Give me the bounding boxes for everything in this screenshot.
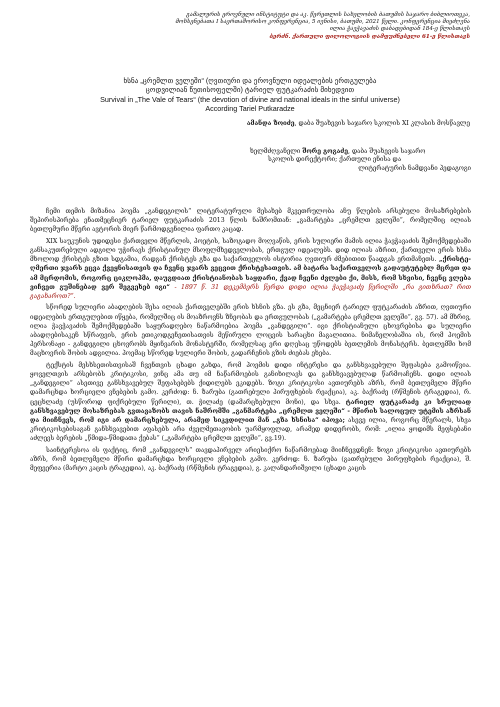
title-georgian-line-1: ხსნა „ცრემლთ ველეში“ (ღვთიური და ეროვნული იდეალების ერთგულება bbox=[123, 76, 377, 85]
conference-header bbox=[40, 12, 470, 41]
paragraph-4-intro: ტექსტის მესხსეთისთვისაშ ჩვენთვის ცხადი გახდა, რომ პოემის დიდი ინტერესი და განსხვავებული შეფასება გამოიწვია. ყოველთვის არსებობს კრიტიკოსი, ვინც ამა თუ იმ ნაწარმოების განიხილავს და განსხვავებულად წარმოაჩენს. დიდი ილიას „განდეგილი“ ასეთივე განსხვავებულ შეფასებებს ქიდილებს ეკიდებს. ზოგი კრიტიკოსი ავთიურებს აზრს, რომ ბეთლემელი მწერი დამარცხდა ხორციელი ვნებების გამო. კერძოდ: ნ. ზარუბა (გათრებული პირუფხების რეაქცია), აკ. ბაქრაძე (რწმენის ტრაგედია), რ. ცეცხლაძე (უსწოროდ ფიქრებული წერილი), თ. ჭილაძე (დამარცხებული მონი), და სხვა. bbox=[30, 361, 471, 406]
body-paragraph-5: საინტერესოა ის ფაქტიც, რომ „განდეგილს“ თავდაპირველ არიესიქრო ნაწარმოებად მიიჩნევდნენ: ზოგი კრიტიკოსი ავთიურებს აზრს, რომ ბეთლემელი მწირი დამარცხდა ხორციელი ვნებების გამო. კერძოდ: ნ. ზარუბა (გათრებული პირუფხების რეაქცია), შ. მეფეერია (მარტო კაცის ტრაგედია), აკ. ბაქრაძე (რწმენის ტრაგედია), გ. კალანდარიშვილი (ცხადი კაცის bbox=[30, 446, 471, 473]
supervisor-line-2: სკოლის დირექტორი; ქართული ენისა და bbox=[268, 156, 402, 164]
supervisor-line-1-rest: , დაბა შუახევის საჯარო bbox=[348, 148, 426, 155]
title-english-line-1: Survival in „The Vale of Tears“ (the devotion of divine and national ideals in the sinful universe) bbox=[100, 94, 400, 104]
body-paragraph-3: სწორედ სულიერი აბადღების შესა ილიას ქართველებში ერის ხსნის გზა. ეს გზა, მეცნიერ ტარიელ ფუტკარაძის აზრით, ღვთიური იდეალების ერთგულებით იწყება, რომელშიც ის მოაზროვნს ზნეობას და ერთგულობას („გამარტება ცრემლთ ველეში“, გვ. 57). ამ მხრივ, ილია ჭავჭავაძის შემოქმედებაში საყურადღებო ნაწარმოებია პოემა „განდეგილი“. იგი ქრისტიანული ცხოვრებისა და სულიერი აბადღებისაკენ სწრაფვის, ერის ეთიკოდგენეთისათვის მეწირული ლოცვის სარაცხი მაგალითია. ნიმანელობაშია ის, რომ პოემის პერსონაჟი - განდეგილი ცხოვრობს მყინვარის მონასტერში, რომელსაც ერი დღესაც უწოდებს ბეთლემის მონასტერს. ბეთლემში ხომ მაცხოვრის შობის ადგილია. პოემაც სწორედ სულიერი შობის, გადარჩენის გზის ძიებას ეხება. bbox=[30, 304, 471, 358]
title-georgian-line-2: ცოდვილიან წუთისოფელში) ტარიელ ფუტკარაძის მიხედვით bbox=[145, 85, 355, 95]
body-paragraph-4 bbox=[30, 361, 471, 444]
supervisor-line-3: ლიტერატურის ნამდვანი პედაგოგი bbox=[358, 164, 471, 172]
paragraph-4-rest: ასევე ილია, როგორც მწერალს, სხვა კრიტიკოსებისაგან განსხვავებით აფასებს არა ძველმეთავობის უარმყოფლად, არამედ დიდერობს, რომ: „ილია ყოდიმს მეფსებანი აძლევს ბერების „წმიდა-წმიდათა ქებას“ („გამარტება ცრემლთ ველეში“, გვ.19). bbox=[30, 417, 471, 443]
supervisor-name: შორე გოგაძე bbox=[302, 148, 349, 155]
paragraph-2-intro: XIX საუკუნის უდიდესი ქართველი მწერლის, პოეტის, საზოგადო მოღვაწის, ერის სულიერი მამის ილია ჭავჭავაძის შემოქმედებაში განსაკუთრებული ადგილი უჭირავს ქრისტიანულ მსოფლმხედველობას, ერთგულ იდეალებს. დიდ ილიას აზრით, ქართველი ერის ხსნა მხოლოდ ქრისტეს გზით სდგამია, რადგან ქრისტეს გზა და საქართველოს ისტორია ღვთიურ ძმებითით წაადგას ერთმანეთს. bbox=[30, 237, 471, 264]
paragraph-2-quote: „ქრისტე-ღმერთი ჯვარს ეცვა ქვეყნისათვის და ჩვენც ჯვარს ვეცვით ქრისტესათვის. ამ ბატარა საქართველოს გადაუტუტებლ მცრეთ და ამ მცრდომის, როგორც ციკლოპმა, დაუგდიათ ქრისტიანობას საყდარი, ქვად ჩვენი ძვლები ქი, მისს, რომ სხვისი, ჩვენც ვლება ვიჩვეთ გუშინებად ვერ შეგვეხებ იგი“ bbox=[30, 256, 471, 291]
paper-body bbox=[30, 207, 471, 476]
header-line-1: გამალურის ეროვნული ინსტიტუტი და აკ. წერეთლის სახელობის ბათუმის საჯარო ბიბლიოთეკა, bbox=[186, 12, 470, 18]
title-english-line-2: According Tariel Putkaradze bbox=[205, 104, 295, 114]
supervisor-block bbox=[250, 148, 471, 173]
author-name: ამანდა ზოიძე bbox=[246, 120, 295, 127]
paragraph-2-citation: - 1897 წ. 31 დეკემბერს წერდა დიდი ილია ჭავჭავაძე წერილში „რა გითხრათ? რით გაგახაროთ?“. bbox=[30, 283, 471, 301]
author-line bbox=[30, 120, 470, 128]
supervisor-prefix: ხელმძღვანელი bbox=[250, 148, 303, 155]
header-line-2: მოხსენებათა I საერთაშორისო კონფერენცია, 5 ივნისი, ბათუმი, 2021 წელი. კონფერენცია მიეძღვნა bbox=[175, 19, 470, 26]
paragraph-4-thesis: ტარიელ ფუტკარაძე კი სრულიად განსხვავებულ მოსაზრებას გვთავაზობს თავის ნაშრომში „განმარტება „ცრემლთ ველეში“ - მწირის სალოცულ უტემის აზრსან და მიიჩნევს, რომ იგი არ დამარცხებულა, არამედ სიკვდილით მან „გზა ხსნისა“ იპოვა; bbox=[30, 398, 471, 425]
body-paragraph-1: ჩემი თემის მიზანია პოემა „განდეგილის“ ლიტერატურული მესახებ მკვეთრულობა ანუ წლების არსებული მოსაზრებების შეპირისპირება ენათმეცნიერ ტარიელ ფუტკარაძის 2013 წლის ნაშრომთან: „გამარტება „ცრემლთ ველეში“, რომელშიც ილიას ბეთლემური მწერი ავტორის მიერ წარმოდგენილია ფართო კაცად. bbox=[30, 208, 471, 234]
header-dedication: ბერძნ. ქართული ფილოლოგიის დამფუძნებელი 61-ე წლისთავს bbox=[269, 33, 470, 40]
header-line-3: ილია ჭავჭავაძის დაბადებიდან 184-ე წლისთავს bbox=[329, 26, 470, 33]
paper-title-block bbox=[30, 76, 470, 114]
author-affiliation: , დაბა შუახევის საჯარო სკოლის XI კლასის მოსწავლე bbox=[294, 120, 470, 127]
body-paragraph-2 bbox=[30, 237, 471, 301]
